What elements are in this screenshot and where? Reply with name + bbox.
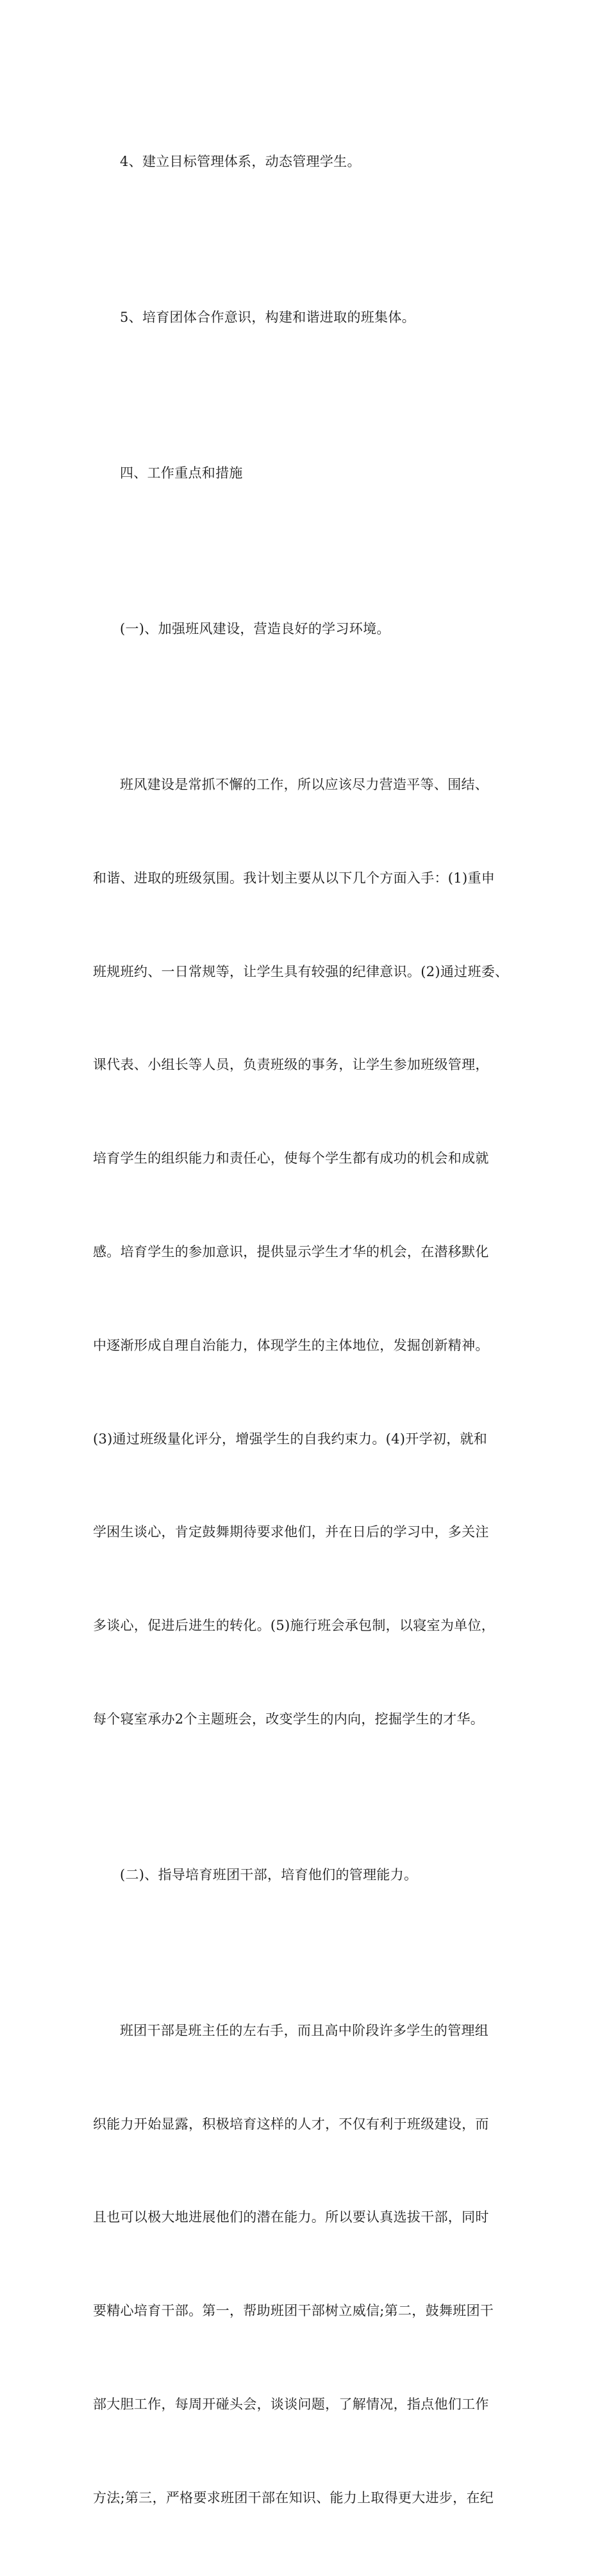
text-line: 要精心培育干部。第一，帮助班团干部树立威信;第二，鼓舞班团干 xyxy=(93,2303,494,2319)
text-line: (二)、指导培育班团干部，培育他们的管理能力。 xyxy=(120,1866,418,1882)
text-line: 课代表、小组长等人员，负责班级的事务，让学生参加班级管理， xyxy=(93,1057,489,1073)
section-heading-work-focus xyxy=(93,395,535,551)
text-line: 培育学生的组织能力和责任心，使每个学生都有成功的机会和成就 xyxy=(93,1151,489,1167)
text-line: 5、培育团体合作意识，构建和谐进取的班集体。 xyxy=(120,310,415,326)
text-line: 学困生谈心，肯定鼓舞期待要求他们，并在日后的学习中，多关注 xyxy=(93,1524,489,1540)
text-line: 且也可以极大地进展他们的潜在能力。所以要认真选拔干部，同时 xyxy=(93,2209,489,2225)
text-line: 班团干部是班主任的左右手，而且高中阶段许多学生的管理组 xyxy=(120,2022,489,2038)
text-line: (一)、加强班风建设，营造良好的学习环境。 xyxy=(120,621,390,637)
text-line: 班规班约、一日常规等，让学生具有较强的纪律意识。(2)通过班委、 xyxy=(93,963,509,979)
text-line: 每个寝室承办2个主题班会，改变学生的内向，挖掘学生的才华。 xyxy=(93,1711,485,1727)
subsection-heading-class-style xyxy=(93,551,535,707)
subsection-heading-class-cadres xyxy=(93,1797,535,1953)
document-body xyxy=(93,84,535,2576)
list-item-4 xyxy=(93,84,535,240)
text-line: 班风建设是常抓不懈的工作，所以应该尽力营造平等、围结、 xyxy=(120,777,489,793)
text-line: 织能力开始显露，积极培育这样的人才，不仅有利于班级建设，而 xyxy=(93,2116,489,2132)
text-line: 感。培育学生的参加意识，提供显示学生才华的机会，在潜移默化 xyxy=(93,1243,489,1259)
text-line: 和谐、进取的班级氛围。我计划主要从以下几个方面入手：(1)重申 xyxy=(93,870,496,886)
paragraph-class-style xyxy=(93,707,535,1797)
text-line: 部大胆工作，每周开碰头会，谈谈问题，了解情况，指点他们工作 xyxy=(93,2396,489,2412)
list-item-5 xyxy=(93,240,535,395)
text-line: 中逐渐形成自理自治能力，体现学生的主体地位，发掘创新精神。 xyxy=(93,1337,489,1353)
text-line: 四、工作重点和措施 xyxy=(120,465,243,481)
paragraph-class-cadres xyxy=(93,1953,535,2576)
text-line: 4、建立目标管理体系，动态管理学生。 xyxy=(120,154,361,170)
text-line: 多谈心，促进后进生的转化。(5)施行班会承包制，以寝室为单位， xyxy=(93,1618,496,1634)
text-line: (3)通过班级量化评分，增强学生的自我约束力。(4)开学初，就和 xyxy=(93,1431,488,1447)
text-line: 方法;第三，严格要求班团干部在知识、能力上取得更大进步，在纪 xyxy=(93,2489,494,2505)
